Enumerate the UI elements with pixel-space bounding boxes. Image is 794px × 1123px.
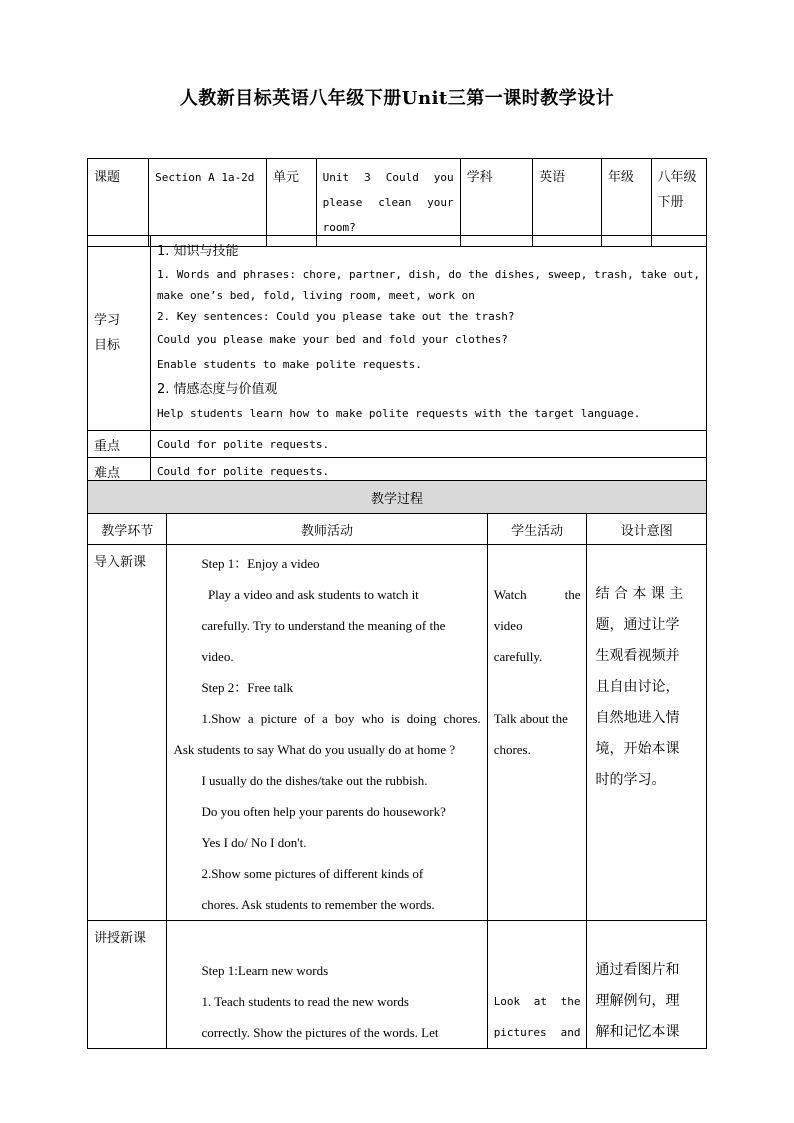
subject-label: 学科 — [460, 159, 532, 247]
teacher-line: correctly. Show the pictures of the words. Let — [201, 1025, 439, 1040]
student-line: Watch the — [493, 587, 581, 602]
grade-line: 八年级 — [657, 170, 697, 185]
teacher-line: Step 1：Enjoy a video — [201, 556, 320, 571]
column-header-intent: 设计意图 — [587, 514, 707, 545]
unit-line: room? — [322, 221, 356, 234]
intent-line — [595, 924, 700, 955]
student-activity-cell — [487, 921, 587, 1049]
intent-line: 结 合 本 课 主 — [595, 586, 684, 602]
goal-line: 1. 知识与技能 — [156, 244, 239, 259]
teacher-line — [173, 924, 480, 955]
teacher-line: chores. Ask students to remember the words. — [201, 897, 435, 912]
student-line: chores. — [493, 742, 531, 757]
intent-line: 通过看图片和 — [595, 962, 680, 978]
goal-line: Enable students to make polite requests. — [156, 358, 422, 371]
goals-label-line: 学习 — [94, 313, 121, 328]
grade-line: 下册 — [657, 195, 684, 210]
intent-line: 时的学习。 — [595, 772, 666, 788]
column-header-student: 学生活动 — [487, 514, 587, 545]
student-line: Look at the — [493, 995, 581, 1008]
student-line — [494, 955, 581, 986]
teacher-activity-cell — [167, 921, 487, 1049]
student-line: video — [493, 618, 523, 633]
teacher-line: Yes I do/ No I don't. — [201, 835, 307, 850]
teacher-activity-cell — [167, 545, 487, 921]
topic-value: Section A 1a-2d — [149, 159, 267, 247]
process-table — [87, 480, 707, 1049]
student-line: Talk about the — [493, 711, 568, 726]
stage-cell: 导入新课 — [88, 545, 167, 921]
difficult-point-label: 难点 — [88, 458, 151, 485]
teacher-line: Play a video and ask students to watch it — [201, 587, 419, 602]
student-line — [494, 924, 581, 955]
teacher-line: video. — [201, 649, 234, 664]
unit-label: 单元 — [266, 159, 316, 247]
student-line: pictures and — [493, 1026, 581, 1039]
info-table — [87, 158, 707, 247]
subject-value: 英语 — [533, 159, 602, 247]
unit-line: please clean your — [322, 196, 454, 209]
intent-line: 境，开始本课 — [595, 741, 680, 757]
stage-cell: 讲授新课 — [88, 921, 167, 1049]
intent-line: 题，通过让学 — [595, 617, 680, 633]
teacher-line: Step 2：Free talk — [201, 680, 294, 695]
goal-line: 2. 情感态度与价值观 — [156, 382, 278, 397]
grade-value — [651, 159, 706, 247]
intent-line: 且自由讨论， — [595, 679, 680, 695]
teacher-line: 2.Show some pictures of different kinds of — [201, 866, 424, 881]
goal-line: make one’s bed, fold, living room, meet, work on — [156, 289, 475, 302]
column-header-stage: 教学环节 — [88, 514, 167, 545]
intent-line: 生观看视频并 — [595, 648, 680, 664]
unit-line: Unit 3 Could you — [322, 171, 454, 184]
intent-line: 自然地进入情 — [595, 710, 680, 726]
goals-label-line: 目标 — [94, 338, 121, 353]
student-activity-cell — [487, 545, 587, 921]
teacher-line: 1.Show a picture of a boy who is doing chores. — [201, 711, 481, 726]
document-title: 人教新目标英语八年级下册Unit三第一课时教学设计 — [179, 88, 615, 109]
design-intent-cell — [587, 921, 707, 1049]
topic-label: 课题 — [88, 159, 149, 247]
grade-label: 年级 — [601, 159, 651, 247]
teacher-line: 1. Teach students to read the new words — [201, 994, 409, 1009]
key-point-value: Could for polite requests. — [150, 431, 706, 458]
teacher-line: carefully. Try to understand the meaning of the — [201, 618, 446, 633]
teacher-line: I usually do the dishes/take out the rubbish. — [201, 773, 428, 788]
teacher-line: Step 1:Learn new words — [201, 963, 329, 978]
goals-content — [150, 236, 706, 431]
teacher-line: Ask students to say What do you usually do at home ? — [173, 742, 456, 757]
student-line: carefully. — [493, 649, 543, 664]
goal-line: Could you please make your bed and fold your clothes? — [156, 333, 508, 346]
table-row — [88, 921, 707, 1049]
column-header-teacher: 教师活动 — [167, 514, 487, 545]
goal-line: 2. Key sentences: Could you please take out the trash? — [156, 310, 515, 323]
goals-label — [88, 236, 151, 431]
unit-value — [316, 159, 460, 247]
design-intent-cell — [587, 545, 707, 921]
difficult-point-value: Could for polite requests. — [150, 458, 706, 485]
intent-line: 理解例句，理 — [595, 993, 680, 1009]
teacher-line: Do you often help your parents do housework? — [201, 804, 446, 819]
process-header: 教学过程 — [88, 481, 707, 514]
goal-line: 1. Words and phrases: chore, partner, dish, do the dishes, sweep, trash, take out, — [156, 268, 700, 281]
goals-table — [87, 235, 707, 485]
student-line — [494, 672, 581, 703]
table-row — [88, 545, 707, 921]
key-point-label: 重点 — [88, 431, 151, 458]
intent-line: 解和记忆本课 — [595, 1024, 680, 1040]
goal-line: Help students learn how to make polite requests with the target language. — [156, 407, 641, 420]
